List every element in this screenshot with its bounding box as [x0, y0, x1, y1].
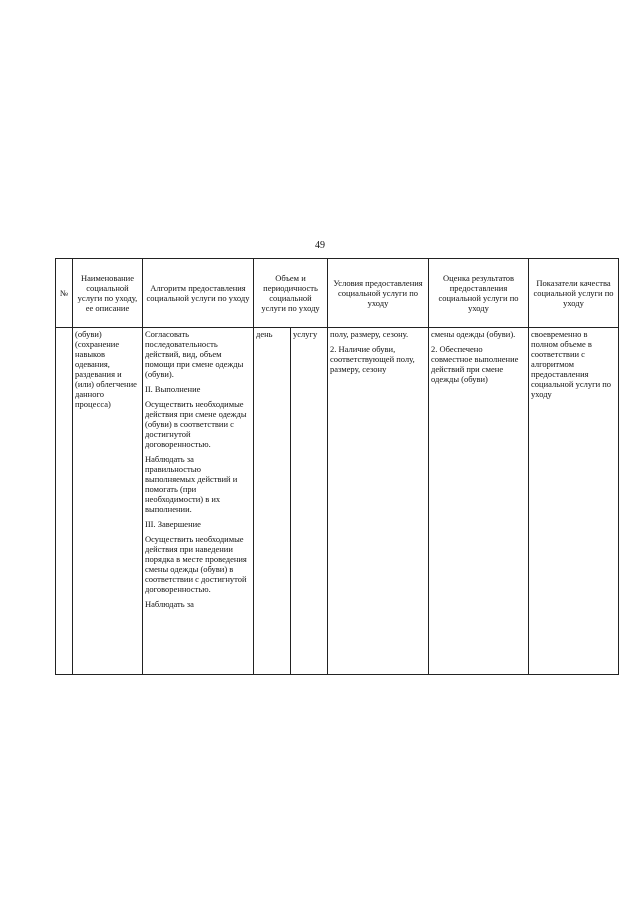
conditions-item: 2. Наличие обуви, соответствующей полу, размеру, сезону: [330, 344, 415, 375]
cell-service-name: (обуви) (сохранение навыков одевания, раздевания и (или) облегчение данного процесса): [73, 328, 143, 675]
header-evaluation: Оценка результатов предоставления социальной услуги по уходу: [429, 259, 529, 328]
page-number: 49: [315, 240, 325, 251]
header-quality: Показатели качества социальной услуги по уходу: [529, 259, 619, 328]
header-volume: Объем и периодичность социальной услуги по уходу: [254, 259, 328, 328]
cell-number: [56, 328, 73, 675]
header-conditions: Условия предоставления социальной услуги по уходу: [328, 259, 429, 328]
cell-quality: своевременно в полном объеме в соответствии с алгоритмом предоставления социальной услуги по уходу: [529, 328, 619, 675]
cell-volume-day: день: [254, 328, 291, 675]
header-number: №: [56, 259, 73, 328]
evaluation-item: 2. Обеспечено совместное выполнение действий при смене одежды (обуви): [431, 344, 519, 385]
cell-volume-service: услугу: [291, 328, 328, 675]
table-header-row: [56, 259, 619, 328]
algorithm-step: Наблюдать за правильностью выполняемых действий и помогать (при необходимости) в их выполнении.: [145, 454, 238, 515]
cell-conditions: [328, 328, 429, 675]
services-table: [55, 258, 619, 675]
cell-evaluation: [429, 328, 529, 675]
algorithm-step: Согласовать последовательность действий, вид, объем помощи при смене одежды (обуви).: [145, 329, 244, 380]
evaluation-item: смены одежды (обуви).: [431, 329, 516, 339]
conditions-item: полу, размеру, сезону.: [330, 329, 409, 339]
table-row: [56, 328, 619, 675]
algorithm-section-heading: III. Завершение: [145, 519, 201, 530]
header-algorithm: Алгоритм предоставления социальной услуги по уходу: [143, 259, 254, 328]
algorithm-step: Наблюдать за: [145, 599, 194, 610]
algorithm-section-heading: II. Выполнение: [145, 384, 201, 395]
cell-algorithm: [143, 328, 254, 675]
header-service-name: Наименование социальной услуги по уходу, ее описание: [73, 259, 143, 328]
algorithm-step: Осуществить необходимые действия при смене одежды (обуви) в соответствии с достигнутой договоренностью.: [145, 399, 247, 450]
algorithm-step: Осуществить необходимые действия при наведении порядка в месте проведения смены одежды (обуви) в соответствии с достигнутой договоренностью.: [145, 534, 247, 595]
